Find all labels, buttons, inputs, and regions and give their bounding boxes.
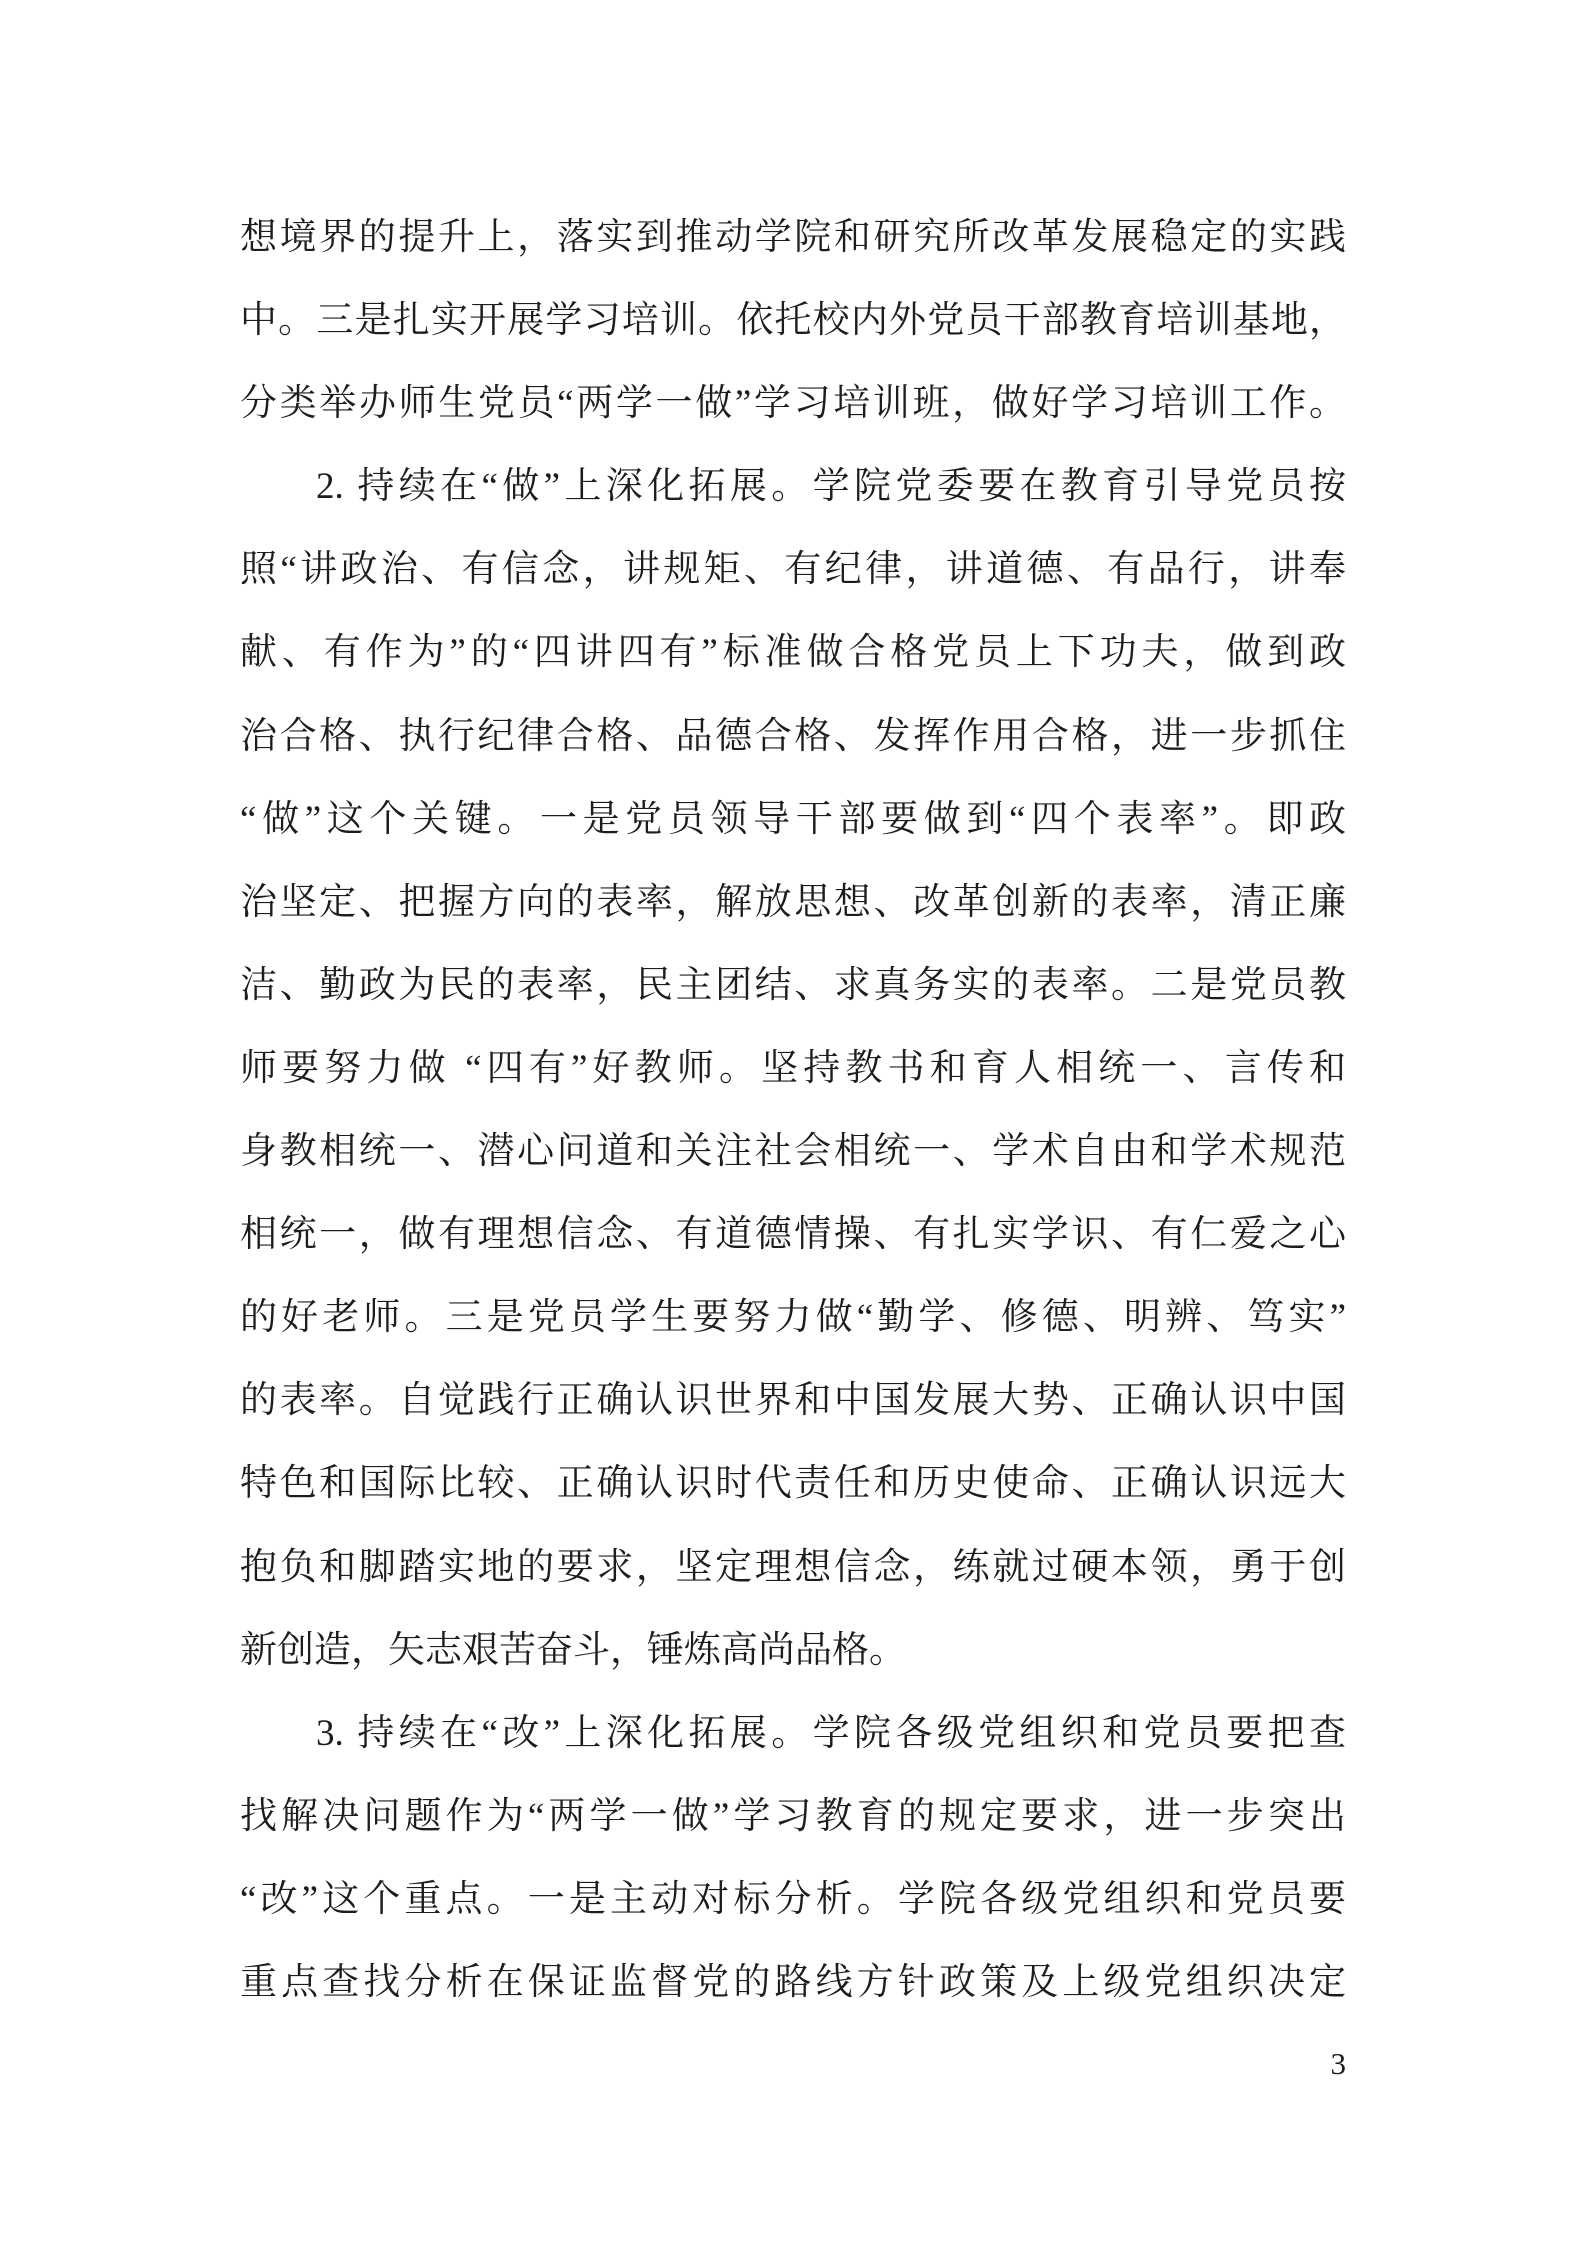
- text-line: 治坚定、把握方向的表率，解放思想、改革创新的表率，清正廉: [240, 881, 1346, 923]
- text-line: “做”这个关键。一是党员领导干部要做到“四个表率”。即政: [240, 798, 1346, 840]
- text-line: 想境界的提升上，落实到推动学院和研究所改革发展稳定的实践: [240, 217, 1346, 258]
- text-line: 献、有作为”的“四讲四有”标准做合格党员上下功夫，做到政: [240, 632, 1346, 674]
- text-line: 师要努力做 “四有”好教师。坚持教书和育人相统一、言传和: [240, 1047, 1346, 1089]
- text-line: 分类举办师生党员“两学一做”学习培训班，做好学习培训工作。: [240, 383, 1346, 425]
- text-content: [240, 196, 1346, 2024]
- text-line: 找解决问题作为“两学一做”学习教育的规定要求，进一步突出: [240, 1795, 1346, 1837]
- text-line: 抱负和脚踏实地的要求，坚定理想信念，练就过硬本领，勇于创: [240, 1546, 1346, 1588]
- text-line: 特色和国际比较、正确认识时代责任和历史使命、正确认识远大: [240, 1463, 1346, 1505]
- text-line: 新创造，矢志艰苦奋斗，锤炼高尚品格。: [240, 1629, 906, 1671]
- text-line: 治合格、执行纪律合格、品德合格、发挥作用合格，进一步抓住: [240, 715, 1346, 757]
- text-line: 中。三是扎实开展学习培训。依托校内外党员干部教育培训基地，: [240, 300, 1346, 342]
- text-line: 的表率。自觉践行正确认识世界和中国发展大势、正确认识中国: [240, 1380, 1346, 1422]
- text-line: 3. 持续在“改”上深化拓展。学院各级党组织和党员要把查: [316, 1712, 1346, 1754]
- text-line: “改”这个重点。一是主动对标分析。学院各级党组织和党员要: [240, 1878, 1346, 1920]
- text-line: 2. 持续在“做”上深化拓展。学院党委要在教育引导党员按: [316, 466, 1346, 508]
- text-line: 的好老师。三是党员学生要努力做“勤学、修德、明辨、笃实”: [240, 1297, 1346, 1339]
- text-line: 身教相统一、潜心问道和关注社会相统一、学术自由和学术规范: [240, 1131, 1346, 1173]
- text-line: 照“讲政治、有信念，讲规矩、有纪律，讲道德、有品行，讲奉: [240, 549, 1346, 591]
- text-line: 洁、勤政为民的表率，民主团结、求真务实的表率。二是党员教: [240, 964, 1346, 1006]
- text-line: 相统一，做有理想信念、有道德情操、有扎实学识、有仁爱之心: [240, 1214, 1346, 1256]
- text-line: 重点查找分析在保证监督党的路线方针政策及上级党组织决定: [240, 1961, 1346, 2003]
- page-number: 3: [1330, 2046, 1346, 2081]
